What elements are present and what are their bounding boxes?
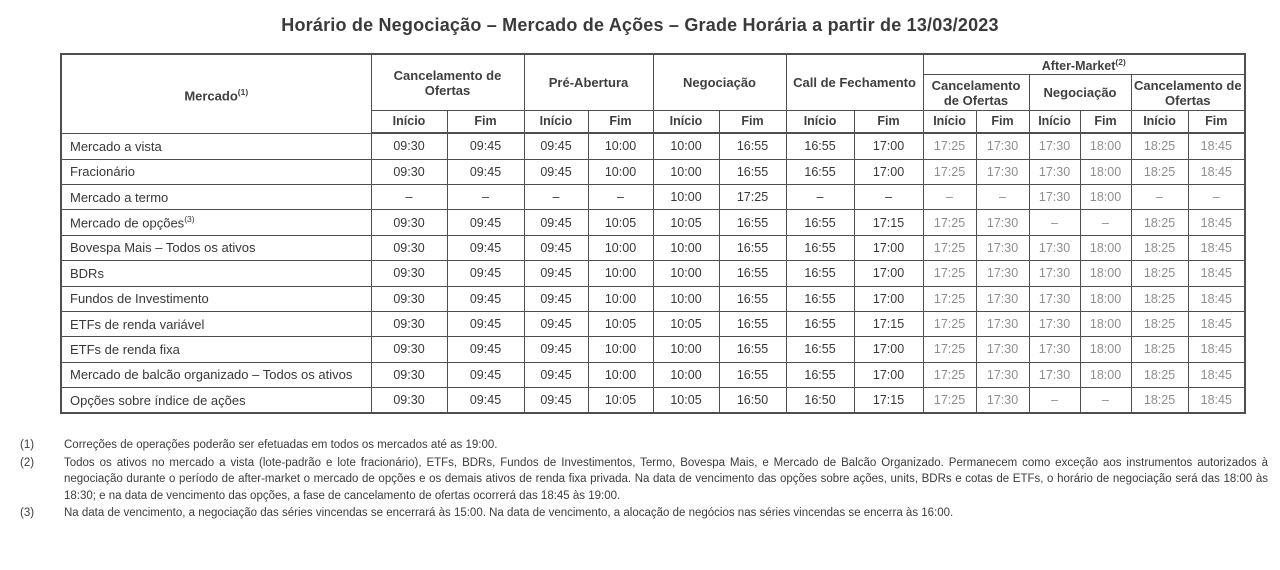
time-cell: 18:00 xyxy=(1080,286,1131,311)
time-cell: – xyxy=(447,184,524,209)
header-inicio: Início xyxy=(1131,111,1188,134)
time-cell: 10:05 xyxy=(653,311,719,336)
market-name: Opções sobre índice de ações xyxy=(70,392,246,408)
market-footnote-ref: (3) xyxy=(184,214,195,225)
header-group-call-fechamento xyxy=(786,54,923,111)
header-group-label: Negociação xyxy=(1043,85,1117,101)
table-row xyxy=(61,362,1245,387)
time-cell: 17:30 xyxy=(976,133,1029,159)
market-name-cell xyxy=(61,261,371,286)
table-row xyxy=(61,388,1245,414)
footnote-text: Correções de operações poderão ser efetuadas em todos os mercados até as 19:00. xyxy=(64,439,498,452)
table-row xyxy=(61,311,1245,336)
time-cell: 17:30 xyxy=(1029,133,1080,159)
market-name: ETFs de renda fixa xyxy=(70,341,180,357)
time-cell: 17:30 xyxy=(1029,184,1080,209)
time-cell: – xyxy=(923,184,976,209)
time-cell: 09:45 xyxy=(524,337,588,362)
time-cell: 10:00 xyxy=(588,337,653,362)
time-cell: 09:45 xyxy=(447,311,524,336)
table-row xyxy=(61,133,1245,159)
time-cell: 09:45 xyxy=(447,337,524,362)
footnote-3 xyxy=(20,505,1268,522)
header-group-label: Cancelamento de Ofertas xyxy=(1133,77,1242,108)
time-cell: 10:05 xyxy=(653,388,719,414)
header-inicio: Início xyxy=(371,111,447,134)
time-cell: 18:25 xyxy=(1131,388,1188,414)
header-group-label: Cancelamento de Ofertas xyxy=(393,67,502,98)
time-cell: 17:30 xyxy=(1029,159,1080,184)
header-market-footnote-ref: (1) xyxy=(237,86,249,97)
header-inicio: Início xyxy=(1029,111,1080,134)
time-cell: 09:45 xyxy=(524,133,588,159)
time-cell: – xyxy=(976,184,1029,209)
time-cell: 09:30 xyxy=(371,311,447,336)
table-row xyxy=(61,159,1245,184)
time-cell: 17:30 xyxy=(1029,261,1080,286)
time-cell: 16:55 xyxy=(786,210,854,235)
header-group-negociacao xyxy=(653,54,786,111)
time-cell: 17:25 xyxy=(923,235,976,260)
time-cell: 18:25 xyxy=(1131,235,1188,260)
time-cell: 18:25 xyxy=(1131,311,1188,336)
time-cell: 17:25 xyxy=(923,362,976,387)
time-cell: 09:45 xyxy=(524,261,588,286)
time-cell: 17:25 xyxy=(923,261,976,286)
market-name-cell xyxy=(61,311,371,336)
header-inicio: Início xyxy=(786,111,854,134)
time-cell: 16:55 xyxy=(786,133,854,159)
time-cell: 17:30 xyxy=(976,286,1029,311)
time-cell: 16:55 xyxy=(719,311,786,336)
time-cell: 18:25 xyxy=(1131,133,1188,159)
time-cell: 17:30 xyxy=(976,337,1029,362)
time-cell: – xyxy=(1080,388,1131,414)
market-name-cell xyxy=(61,210,371,235)
time-cell: 17:30 xyxy=(1029,235,1080,260)
time-cell: 17:15 xyxy=(854,388,923,414)
time-cell: 18:25 xyxy=(1131,210,1188,235)
time-cell: 09:45 xyxy=(524,362,588,387)
time-cell: 09:45 xyxy=(447,388,524,414)
table-row xyxy=(61,235,1245,260)
table-row xyxy=(61,210,1245,235)
time-cell: 16:55 xyxy=(719,235,786,260)
time-cell: 18:00 xyxy=(1080,261,1131,286)
header-am-group-cancelamento-2 xyxy=(1131,75,1245,111)
time-cell: 09:45 xyxy=(447,286,524,311)
time-cell: 16:55 xyxy=(719,261,786,286)
table-row xyxy=(61,286,1245,311)
time-cell: 17:30 xyxy=(1029,337,1080,362)
header-group-label: Negociação xyxy=(683,75,756,91)
market-name: Mercado a termo xyxy=(70,189,169,205)
time-cell: 09:45 xyxy=(524,159,588,184)
header-fim: Fim xyxy=(976,111,1029,134)
time-cell: 18:45 xyxy=(1188,286,1245,311)
header-row-top xyxy=(61,54,1245,75)
time-cell: 18:25 xyxy=(1131,337,1188,362)
time-cell: – xyxy=(588,184,653,209)
time-cell: 10:00 xyxy=(653,261,719,286)
time-cell: – xyxy=(1080,210,1131,235)
market-name: Mercado de opções xyxy=(70,215,185,231)
market-name-cell xyxy=(61,286,371,311)
header-market-label: Mercado xyxy=(184,87,238,103)
time-cell: 09:45 xyxy=(447,210,524,235)
time-cell: – xyxy=(524,184,588,209)
market-name: Mercado de balcão organizado – Todos os ativos xyxy=(70,367,353,383)
time-cell: 18:00 xyxy=(1080,311,1131,336)
time-cell: 17:30 xyxy=(976,311,1029,336)
time-cell: 09:45 xyxy=(524,388,588,414)
market-name-cell xyxy=(61,362,371,387)
time-cell: 10:00 xyxy=(653,362,719,387)
time-cell: 16:50 xyxy=(719,388,786,414)
header-am-group-cancelamento-1 xyxy=(923,75,1029,111)
time-cell: 09:30 xyxy=(371,159,447,184)
footnote-text: Todos os ativos no mercado a vista (lote-padrão e lote fracionário), ETFs, BDRs, Fundos de Investimentos, Termo, Bovespa Mais, e Mercado de Balcão Organizado. Permanecem como exceção aos instrumentos autorizados à negociação durante o período de after-market o mercado de opções e os demais ativos de renda fixa privada. Na data de vencimento das opções sobre ações, units, BDRs e cotas de ETFs, o horário de negociação será das 18:00 às 18:30; e na data de vencimento das opções, a fase de cancelamento de ofertas ocorrerá das 18:45 às 19:00. xyxy=(64,456,1268,502)
time-cell: 18:45 xyxy=(1188,133,1245,159)
time-cell: 09:30 xyxy=(371,362,447,387)
time-cell: 17:00 xyxy=(854,133,923,159)
time-cell: 16:55 xyxy=(719,159,786,184)
time-cell: 09:45 xyxy=(524,210,588,235)
market-name: BDRs xyxy=(70,265,104,281)
footnote-number: (2) xyxy=(20,456,35,469)
time-cell: 18:25 xyxy=(1131,159,1188,184)
trading-hours-table xyxy=(60,53,1246,414)
time-cell: 17:30 xyxy=(1029,286,1080,311)
time-cell: 09:45 xyxy=(524,235,588,260)
time-cell: 16:55 xyxy=(786,337,854,362)
time-cell: 18:25 xyxy=(1131,261,1188,286)
time-cell: 18:45 xyxy=(1188,362,1245,387)
time-cell: 09:30 xyxy=(371,286,447,311)
time-cell: 18:45 xyxy=(1188,388,1245,414)
time-cell: 17:25 xyxy=(923,311,976,336)
time-cell: 17:25 xyxy=(923,286,976,311)
time-cell: – xyxy=(786,184,854,209)
time-cell: 18:45 xyxy=(1188,337,1245,362)
header-fim: Fim xyxy=(719,111,786,134)
time-cell: 10:00 xyxy=(653,184,719,209)
header-inicio: Início xyxy=(653,111,719,134)
time-cell: 10:05 xyxy=(653,210,719,235)
header-group-label: Pré-Abertura xyxy=(548,75,629,91)
time-cell: 17:00 xyxy=(854,362,923,387)
time-cell: 09:30 xyxy=(371,133,447,159)
time-cell: 16:55 xyxy=(786,362,854,387)
time-cell: 17:00 xyxy=(854,235,923,260)
time-cell: 09:30 xyxy=(371,261,447,286)
time-cell: 18:00 xyxy=(1080,337,1131,362)
time-cell: 18:00 xyxy=(1080,133,1131,159)
time-cell: 18:45 xyxy=(1188,235,1245,260)
time-cell: 09:45 xyxy=(447,133,524,159)
time-cell: 10:00 xyxy=(653,286,719,311)
header-fim: Fim xyxy=(854,111,923,134)
header-market xyxy=(61,54,371,133)
time-cell: 18:00 xyxy=(1080,235,1131,260)
time-cell: 18:00 xyxy=(1080,159,1131,184)
time-cell: 10:00 xyxy=(588,286,653,311)
time-cell: 16:55 xyxy=(786,235,854,260)
time-cell: 16:55 xyxy=(719,210,786,235)
footnote-1 xyxy=(20,437,1268,454)
time-cell: 17:30 xyxy=(1029,362,1080,387)
time-cell: 16:55 xyxy=(786,311,854,336)
header-inicio: Início xyxy=(524,111,588,134)
time-cell: 09:30 xyxy=(371,337,447,362)
footnote-text: Na data de vencimento, a negociação das séries vincendas se encerrará às 15:00. Na data de vencimento, a alocação de negócios nas séries vincendas se encerra às 16:00. xyxy=(64,507,954,520)
time-cell: 16:50 xyxy=(786,388,854,414)
time-cell: 10:00 xyxy=(588,235,653,260)
time-cell: 10:00 xyxy=(653,133,719,159)
time-cell: 16:55 xyxy=(786,286,854,311)
time-cell: 17:30 xyxy=(1029,311,1080,336)
table-header xyxy=(61,54,1245,133)
footnotes xyxy=(20,437,1268,522)
market-name-cell xyxy=(61,388,371,414)
market-name-cell xyxy=(61,184,371,209)
header-after-market-footnote-ref: (2) xyxy=(1115,57,1126,67)
footnote-number: (3) xyxy=(20,507,35,520)
time-cell: – xyxy=(371,184,447,209)
time-cell: 10:05 xyxy=(588,311,653,336)
time-cell: 10:00 xyxy=(588,261,653,286)
header-group-cancelamento xyxy=(371,54,524,111)
time-cell: 17:30 xyxy=(976,261,1029,286)
time-cell: 17:30 xyxy=(976,210,1029,235)
market-name-cell xyxy=(61,235,371,260)
market-name: Fracionário xyxy=(70,164,136,180)
time-cell: 18:25 xyxy=(1131,362,1188,387)
time-cell: – xyxy=(854,184,923,209)
time-cell: 16:55 xyxy=(786,159,854,184)
time-cell: 17:30 xyxy=(976,362,1029,387)
page-title-text: Horário de Negociação – Mercado de Ações – Grade Horária a partir de 13/03/2023 xyxy=(281,15,999,35)
time-cell: 17:15 xyxy=(854,311,923,336)
time-cell: 18:00 xyxy=(1080,184,1131,209)
time-cell: 17:00 xyxy=(854,337,923,362)
table-row xyxy=(61,261,1245,286)
time-cell: 10:00 xyxy=(653,337,719,362)
time-cell: 17:15 xyxy=(854,210,923,235)
time-cell: 10:00 xyxy=(588,362,653,387)
time-cell: 17:25 xyxy=(923,388,976,414)
header-group-label: Call de Fechamento xyxy=(793,75,916,91)
time-cell: 17:25 xyxy=(923,133,976,159)
table-row xyxy=(61,184,1245,209)
market-name-cell xyxy=(61,159,371,184)
time-cell: 17:00 xyxy=(854,159,923,184)
table-body xyxy=(61,133,1245,413)
market-name: Mercado a vista xyxy=(70,138,162,154)
time-cell: 18:45 xyxy=(1188,210,1245,235)
time-cell: 18:45 xyxy=(1188,159,1245,184)
time-cell: 16:55 xyxy=(719,362,786,387)
time-cell: 10:05 xyxy=(588,388,653,414)
header-fim: Fim xyxy=(1188,111,1245,134)
time-cell: 17:25 xyxy=(923,210,976,235)
time-cell: 09:45 xyxy=(447,261,524,286)
header-fim: Fim xyxy=(588,111,653,134)
time-cell: 17:30 xyxy=(976,388,1029,414)
time-cell: 09:30 xyxy=(371,210,447,235)
header-am-group-negociacao xyxy=(1029,75,1131,111)
time-cell: 16:55 xyxy=(719,286,786,311)
time-cell: – xyxy=(1029,388,1080,414)
table-row xyxy=(61,337,1245,362)
time-cell: 16:55 xyxy=(719,133,786,159)
time-cell: 09:45 xyxy=(447,159,524,184)
time-cell: 17:25 xyxy=(923,337,976,362)
time-cell: 10:00 xyxy=(653,159,719,184)
time-cell: 10:00 xyxy=(588,133,653,159)
time-cell: 09:45 xyxy=(524,286,588,311)
market-name-cell xyxy=(61,337,371,362)
market-name-cell xyxy=(61,133,371,159)
time-cell: 17:25 xyxy=(923,159,976,184)
header-fim: Fim xyxy=(1080,111,1131,134)
header-group-pre-abertura xyxy=(524,54,653,111)
market-name: ETFs de renda variável xyxy=(70,316,205,332)
time-cell: 09:30 xyxy=(371,235,447,260)
time-cell: 10:00 xyxy=(588,159,653,184)
time-cell: 09:45 xyxy=(524,311,588,336)
time-cell: – xyxy=(1188,184,1245,209)
time-cell: 18:25 xyxy=(1131,286,1188,311)
time-cell: 09:45 xyxy=(447,235,524,260)
header-after-market xyxy=(923,54,1245,75)
time-cell: 17:00 xyxy=(854,261,923,286)
time-cell: 09:30 xyxy=(371,388,447,414)
time-cell: 17:00 xyxy=(854,286,923,311)
time-cell: – xyxy=(1131,184,1188,209)
header-after-market-label: After-Market xyxy=(1041,59,1116,74)
market-name: Bovespa Mais – Todos os ativos xyxy=(70,240,256,256)
market-name: Fundos de Investimento xyxy=(70,291,209,307)
footnote-2 xyxy=(20,455,1268,505)
time-cell: 16:55 xyxy=(719,337,786,362)
header-fim: Fim xyxy=(447,111,524,134)
time-cell: 17:25 xyxy=(719,184,786,209)
time-cell: 18:00 xyxy=(1080,362,1131,387)
time-cell: 10:05 xyxy=(588,210,653,235)
page-title xyxy=(0,15,1280,36)
header-inicio: Início xyxy=(923,111,976,134)
time-cell: 10:00 xyxy=(653,235,719,260)
time-cell: 17:30 xyxy=(976,159,1029,184)
header-group-label: Cancelamento de Ofertas xyxy=(931,77,1021,108)
time-cell: 18:45 xyxy=(1188,311,1245,336)
time-cell: 17:30 xyxy=(976,235,1029,260)
time-cell: 16:55 xyxy=(786,261,854,286)
time-cell: 09:45 xyxy=(447,362,524,387)
time-cell: 18:45 xyxy=(1188,261,1245,286)
footnote-number: (1) xyxy=(20,439,35,452)
time-cell: – xyxy=(1029,210,1080,235)
